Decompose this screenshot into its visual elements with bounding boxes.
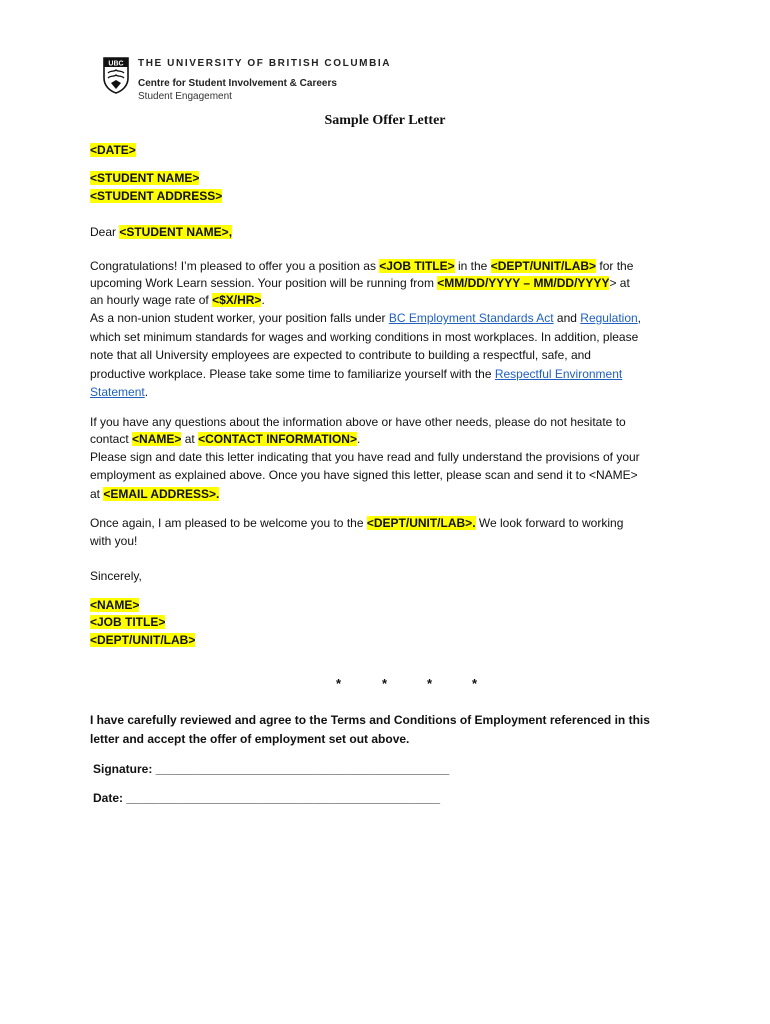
signer-title-line: [90, 614, 690, 630]
para2-text: contact: [90, 432, 133, 446]
dept-placeholder: <DEPT/UNIT/LAB>: [490, 259, 597, 273]
para3-line1: [90, 515, 690, 531]
para3-text: We look forward to working: [475, 516, 624, 530]
para2-text: .: [356, 432, 361, 446]
para2-line2: [90, 431, 690, 447]
university-name: THE UNIVERSITY OF BRITISH COLUMBIA: [138, 58, 392, 69]
logo-text: UBC: [108, 60, 124, 68]
agreement-line2: letter and accept the offer of employment set out above.: [90, 732, 410, 746]
centre-name: Centre for Student Involvement & Careers: [138, 78, 337, 89]
para1-text: .: [261, 293, 265, 307]
dates-placeholder: <MM/DD/YYYY – MM/DD/YYYY: [437, 276, 610, 290]
date-placeholder: <DATE>: [90, 143, 136, 157]
para1-text: Congratulations! I’m pleased to offer you a position as: [90, 259, 380, 273]
star-mark: *: [382, 676, 388, 691]
respectful-environment-link-cont[interactable]: Statement: [90, 385, 145, 399]
page-title: Sample Offer Letter: [324, 113, 446, 128]
student-name-line: [90, 170, 690, 186]
para2-text: at: [181, 432, 199, 446]
signer-dept-line: [90, 632, 690, 648]
para2-line3: Please sign and date this letter indicating that you have read and fully understand the provisions of your: [90, 450, 640, 464]
ubc-crest-icon: [102, 56, 130, 94]
wage-placeholder: <$X/HR>: [212, 293, 262, 307]
student-address-placeholder: <STUDENT ADDRESS>: [90, 189, 223, 203]
para1-line4: [90, 310, 690, 326]
para1-line1: [90, 258, 690, 274]
para1-line3: [90, 292, 690, 308]
respectful-environment-link[interactable]: Respectful Environment: [494, 367, 623, 381]
para1-line5: which set minimum standards for wages and working conditions in most workplaces. In addition, please: [90, 330, 639, 344]
para2-line5: [90, 486, 690, 502]
salutation-name: <STUDENT NAME>,: [119, 225, 233, 239]
contact-info-placeholder: <CONTACT INFORMATION>: [198, 432, 357, 446]
para1-line7: [90, 366, 690, 382]
para1-text: .: [144, 385, 149, 399]
signer-title: <JOB TITLE>: [90, 615, 166, 629]
dept-placeholder-welcome: <DEPT/UNIT/LAB>.: [366, 516, 476, 530]
salutation: [90, 224, 690, 240]
closing: Sincerely,: [90, 569, 142, 583]
para1-text: productive workplace. Please take some time to familiarize yourself with the: [90, 367, 495, 381]
agreement-line1: I have carefully reviewed and agree to the Terms and Conditions of Employment referenced in this: [90, 713, 650, 727]
star-mark: *: [472, 676, 478, 691]
unit-name: Student Engagement: [138, 91, 232, 102]
date-line: [90, 142, 690, 158]
para2-line1: If you have any questions about the information above or have other needs, please do not hesitate to: [90, 415, 626, 429]
signer-dept: <DEPT/UNIT/LAB>: [90, 633, 196, 647]
salutation-dear: Dear: [90, 225, 120, 239]
para1-text: for the: [596, 259, 634, 273]
para1-text: upcoming Work Learn session. Your position will be running from: [90, 276, 438, 290]
bc-employment-standards-link[interactable]: BC Employment Standards Act: [388, 311, 554, 325]
contact-name-placeholder: <NAME>: [132, 432, 182, 446]
star-mark: *: [336, 676, 342, 691]
date-field[interactable]: Date: _______________________________________________: [93, 791, 441, 805]
para1-line6: note that all University employees are expected to contribute to building a respectful, safe, and: [90, 348, 591, 362]
student-name-placeholder: <STUDENT NAME>: [90, 171, 200, 185]
para1-text: and: [553, 311, 581, 325]
para1-text: an hourly wage rate of: [90, 293, 213, 307]
email-placeholder: <EMAIL ADDRESS>.: [103, 487, 220, 501]
job-title-placeholder: <JOB TITLE>: [379, 259, 455, 273]
para1-text: > at: [609, 276, 630, 290]
regulation-link[interactable]: Regulation: [580, 311, 638, 325]
signer-name-line: [90, 597, 690, 613]
para1-line2: [90, 275, 690, 291]
signer-name: <NAME>: [90, 598, 140, 612]
para3-text: Once again, I am pleased to be welcome you to the: [90, 516, 367, 530]
para3-line2: with you!: [90, 534, 138, 548]
student-address-line: [90, 188, 690, 204]
para1-text: As a non-union student worker, your position falls under: [90, 311, 389, 325]
para1-text: in the: [454, 259, 491, 273]
signature-field[interactable]: Signature: ____________________________________________: [93, 762, 450, 776]
para1-line8: [90, 384, 690, 400]
star-mark: *: [427, 676, 433, 691]
para2-line4: employment as explained above. Once you have signed this letter, please scan and send it to <NAME>: [90, 468, 638, 482]
para1-text: ,: [637, 311, 642, 325]
para2-text: at: [90, 487, 104, 501]
